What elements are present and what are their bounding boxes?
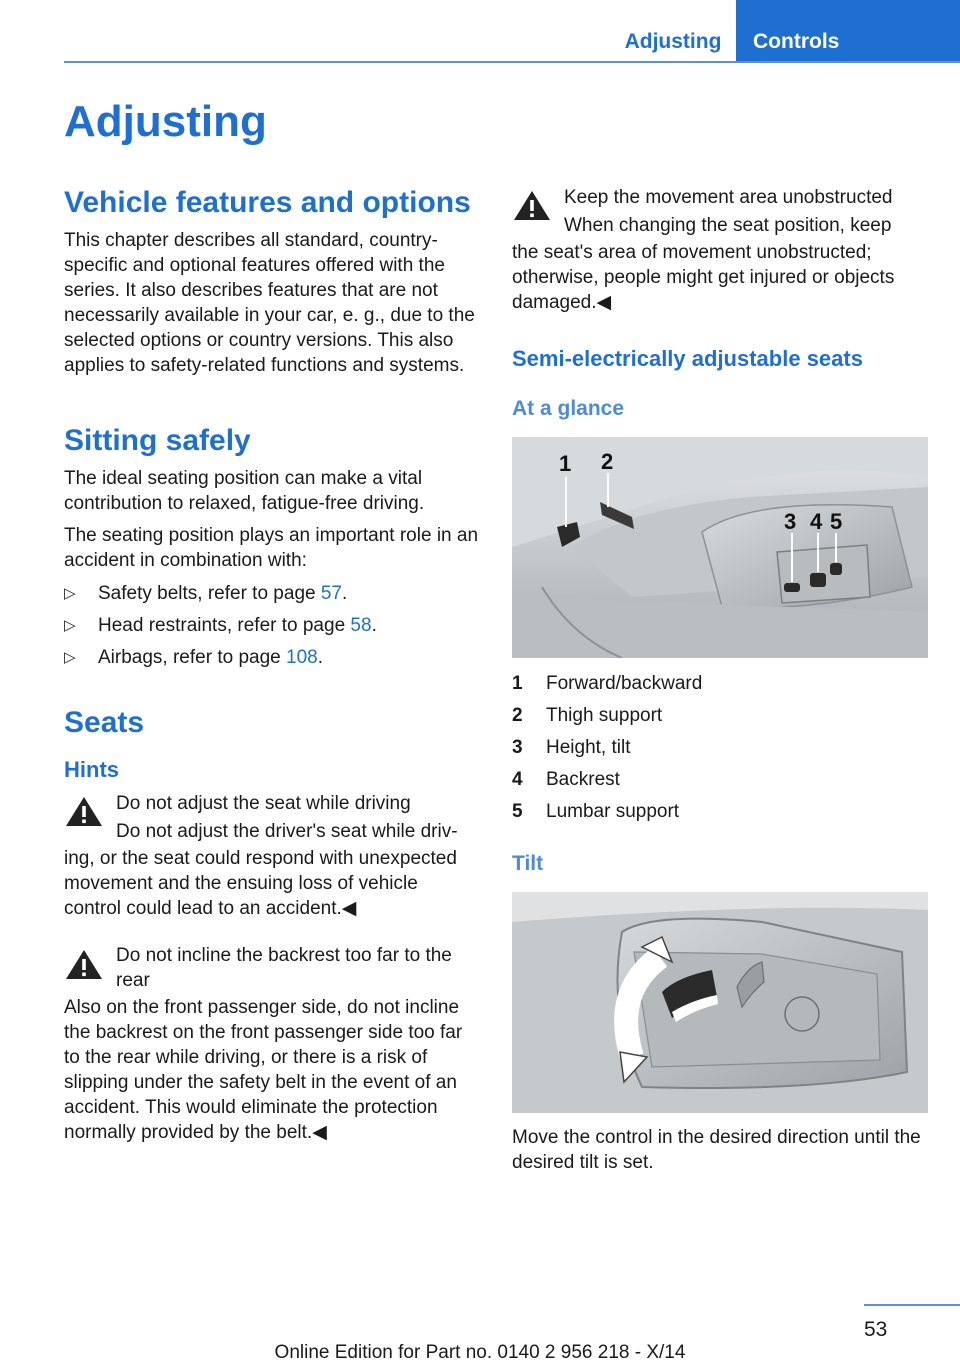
triangle-bullet-icon: ▷	[64, 649, 76, 666]
tilt-heading: Tilt	[512, 852, 544, 875]
seats-heading: Seats	[64, 706, 145, 739]
figure-label: 2	[601, 449, 614, 474]
legend-label: Thigh support	[546, 705, 663, 726]
hints-heading: Hints	[64, 757, 119, 782]
header-chapter-tab	[736, 0, 960, 62]
page-header	[0, 0, 960, 62]
warning-text: the seat's area of movement unobstructed; otherwise, people might get injured or objects damaged.◀	[512, 242, 895, 313]
tilt-instruction: Move the control in the desired direction until the desired tilt is set.	[512, 1127, 921, 1173]
legend-label: Height, tilt	[546, 737, 631, 758]
seat-controls-legend	[512, 671, 928, 824]
reference-list	[64, 581, 480, 670]
list-item-text: Head restraints, refer to page	[98, 615, 351, 636]
sitting-text-2: The seating position plays an important role in an accident in combination with:	[64, 525, 479, 571]
header-rule	[64, 61, 960, 63]
right-column	[512, 184, 928, 1175]
tilt-control-illustration	[512, 892, 928, 1113]
triangle-bullet-icon: ▷	[64, 617, 76, 634]
warning-text: ing, or the seat could respond with unexpected movement and the ensuing loss of vehicle control could lead to an accident.◀	[64, 848, 457, 919]
page-link[interactable]: 58	[350, 615, 372, 636]
legend-row	[512, 671, 928, 696]
warning-text-first-line: Do not adjust the driver's seat while driv‐	[116, 821, 458, 842]
legend-number: 3	[512, 737, 523, 758]
vehicle-features-text: This chapter describes all standard, country-specific and optional features offered with the series. It also describes features that are not necessarily available in your car, e. g., due to the selected options or country versions. This also applies to safety-related functions and systems.	[64, 230, 475, 376]
legend-label: Backrest	[546, 769, 620, 790]
sitting-safely-heading: Sitting safely	[64, 424, 251, 457]
sitting-text-1: The ideal seating position can make a vital contribution to relaxed, fatigue-free driving.	[64, 468, 425, 514]
warning-text-first-line: When changing the seat position, keep	[564, 215, 892, 236]
legend-number: 1	[512, 673, 523, 694]
footer-rule	[864, 1304, 960, 1306]
page-link[interactable]: 108	[286, 647, 318, 668]
legend-row	[512, 735, 928, 760]
left-column	[64, 184, 480, 1145]
legend-number: 5	[512, 801, 523, 822]
seat-controls-illustration	[512, 437, 928, 658]
semi-electric-seats-heading: Semi-electrically adjustable seats	[512, 346, 863, 371]
list-item-text: Safety belts, refer to page	[98, 583, 321, 604]
warning-text: Also on the front passenger side, do not incline the backrest on the front passenger side too far to the rear while driving, or there is a risk of slipping under the safety belt in the event of an accident. This would eliminate the protection normally provided by the belt.◀	[64, 997, 463, 1143]
at-a-glance-heading: At a glance	[512, 397, 625, 420]
triangle-bullet-icon: ▷	[64, 585, 76, 602]
warning-block	[64, 790, 480, 921]
warning-title: Do not incline the backrest too far to the rear	[116, 945, 452, 991]
warning-block	[64, 943, 480, 1145]
legend-number: 4	[512, 769, 523, 790]
warning-title: Do not adjust the seat while driving	[116, 793, 411, 814]
page-number: 53	[864, 1318, 888, 1341]
legend-row	[512, 703, 928, 728]
header-section: Adjusting	[624, 30, 722, 53]
vehicle-features-heading: Vehicle features and options	[64, 186, 471, 219]
legend-number: 2	[512, 705, 523, 726]
list-item: ▷ Head restraints, refer to page 58.	[64, 615, 377, 636]
legend-row	[512, 767, 928, 792]
page-link[interactable]: 57	[320, 583, 342, 604]
legend-label: Lumbar support	[546, 801, 680, 822]
warning-triangle-icon	[64, 794, 104, 828]
warning-triangle-icon	[64, 947, 104, 981]
warning-block	[512, 184, 928, 315]
figure-label: 5	[830, 509, 843, 534]
header-chapter-label: Controls	[753, 30, 840, 53]
warning-title: Keep the movement area unobstructed	[564, 187, 893, 208]
figure-label: 4	[810, 509, 823, 534]
footer-edition: Online Edition for Part no. 0140 2 956 218 - X/14	[274, 1342, 686, 1363]
page-title: Adjusting	[64, 97, 267, 146]
list-item-text: Airbags, refer to page	[98, 647, 286, 668]
legend-label: Forward/backward	[546, 673, 703, 694]
figure-label: 3	[784, 509, 797, 534]
legend-row	[512, 799, 928, 824]
list-item: ▷ Safety belts, refer to page 57.	[64, 583, 348, 604]
list-item: ▷ Airbags, refer to page 108.	[64, 647, 323, 668]
warning-triangle-icon	[512, 188, 552, 222]
figure-label: 1	[559, 451, 572, 476]
